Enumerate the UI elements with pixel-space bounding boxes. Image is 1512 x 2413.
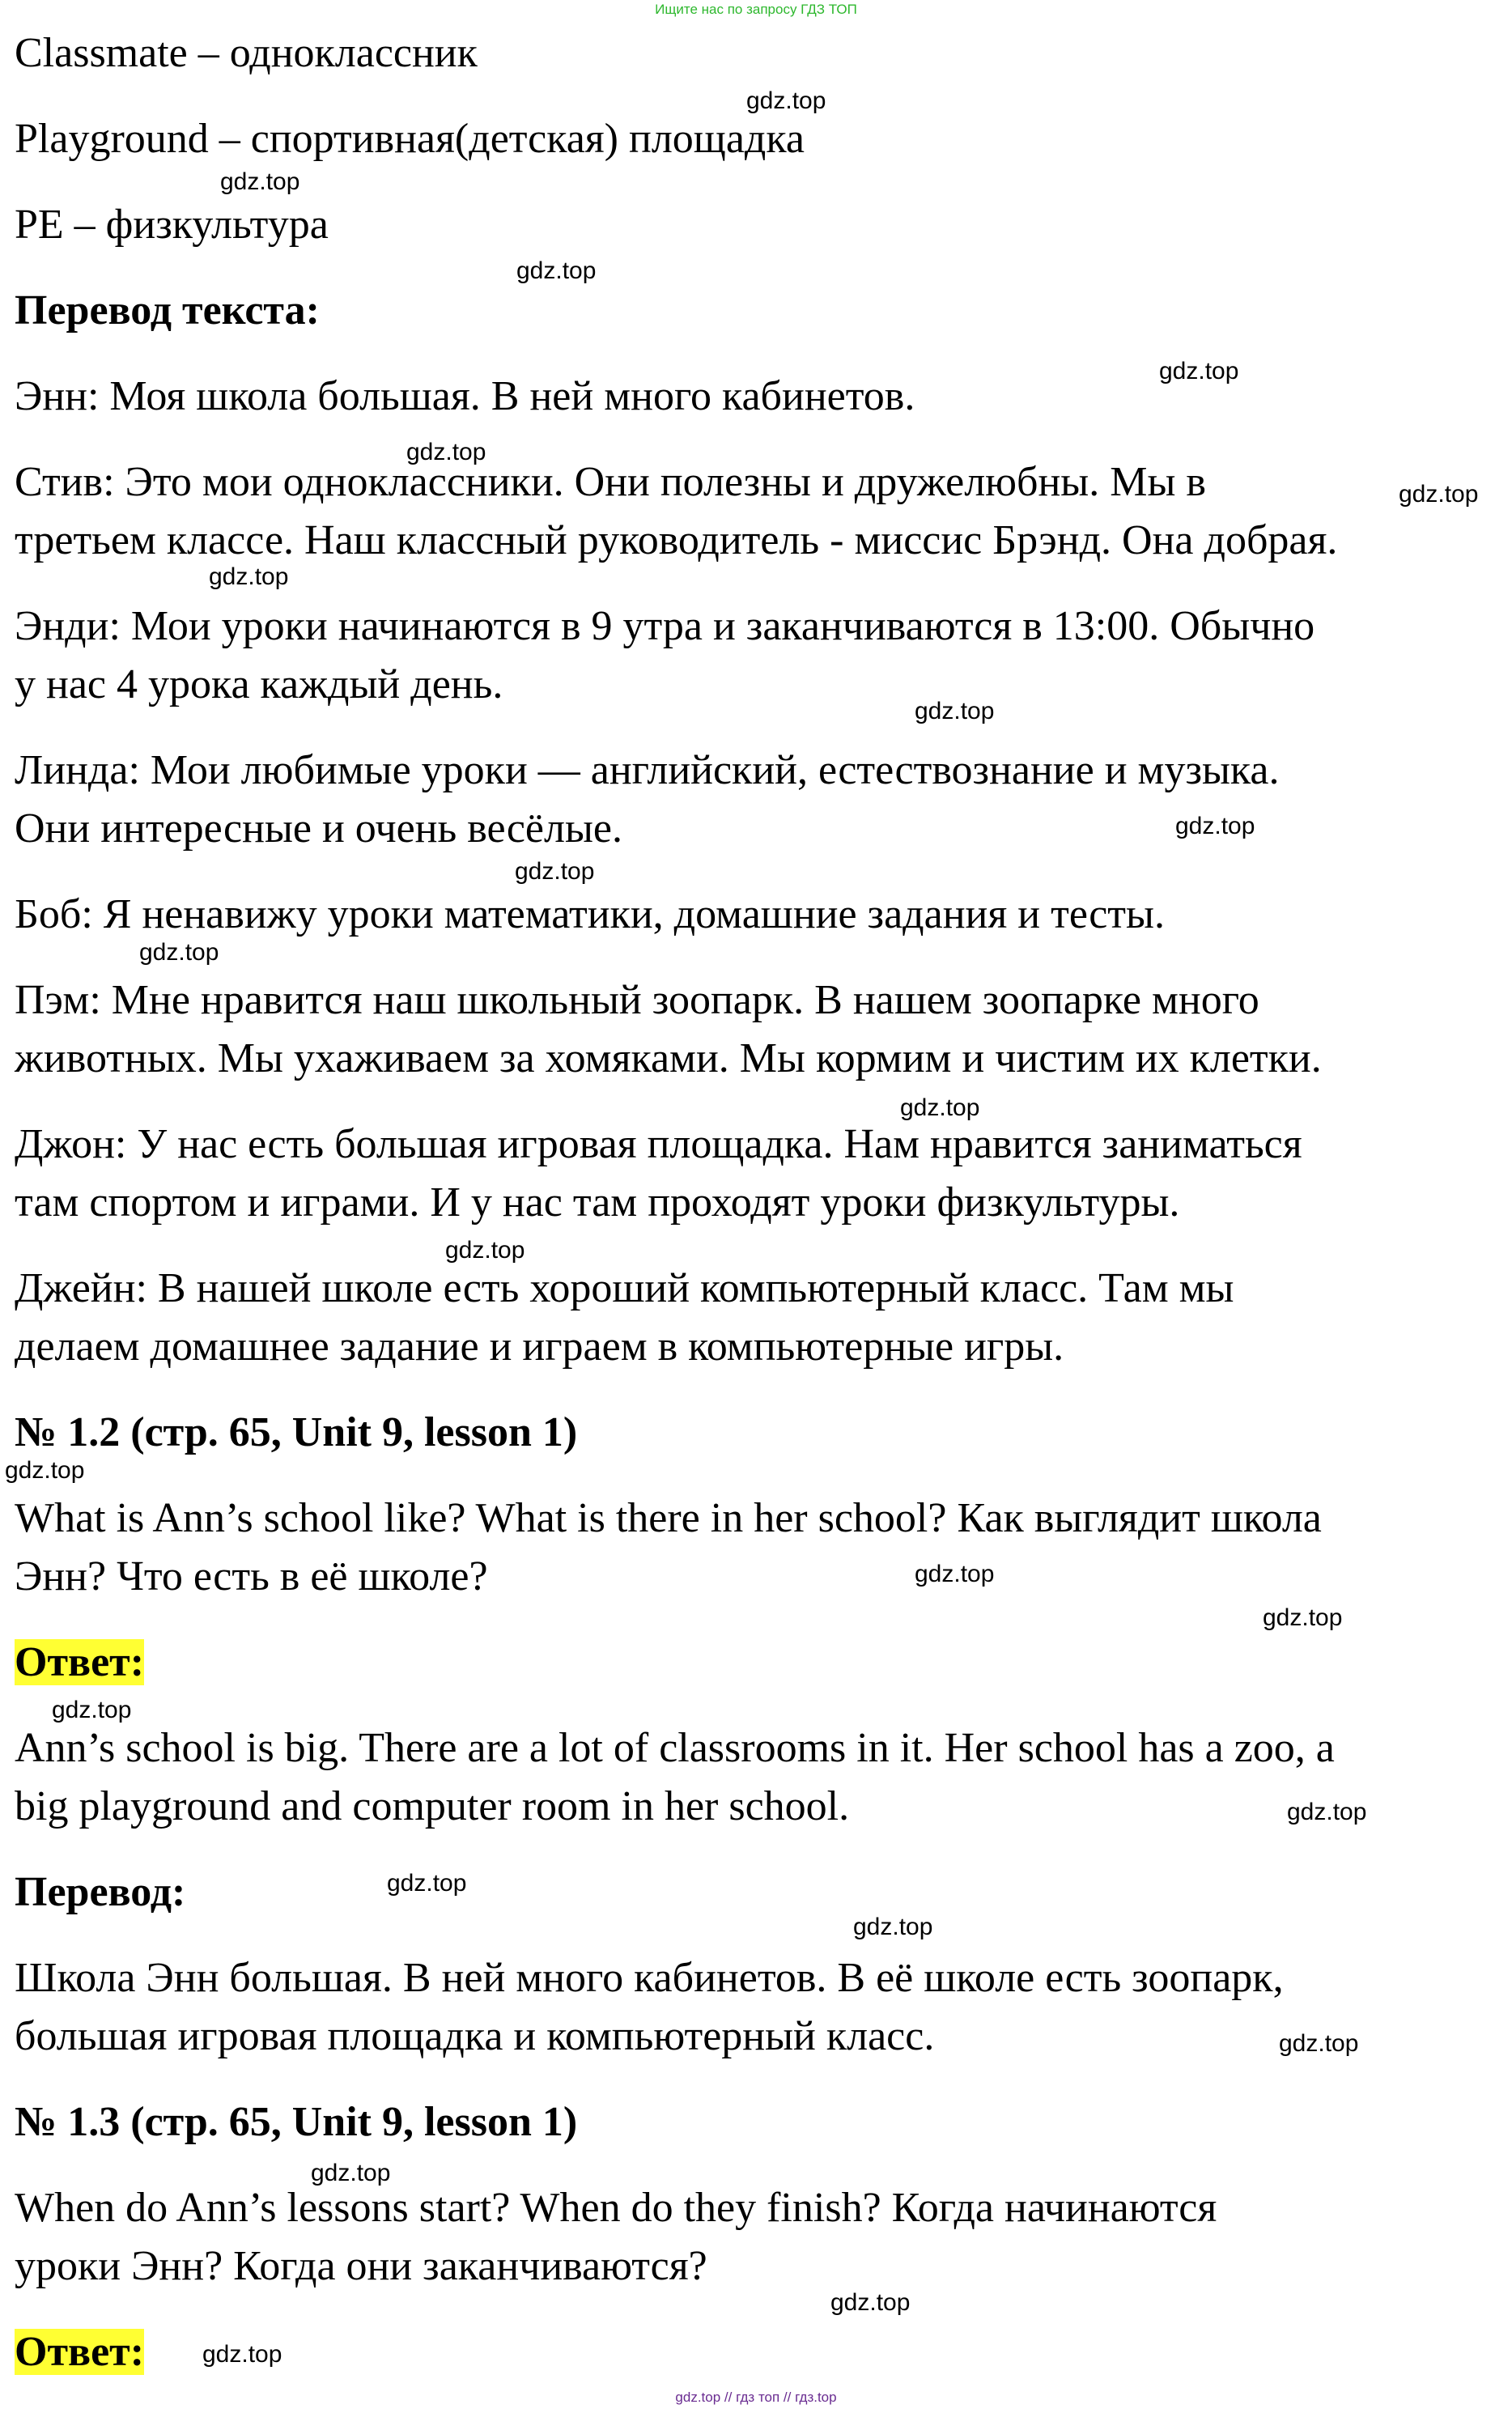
watermark: gdz.top (900, 1094, 980, 1121)
paragraph-line: Боб: Я ненавижу уроки математики, домашние задания и тесты. (15, 891, 1165, 937)
translation-line: Школа Энн большая. В ней много кабинетов. В её школе есть зоопарк, (15, 1955, 1284, 2001)
paragraph-line: третьем классе. Наш классный руководитель - миссис Брэнд. Она добрая. (15, 517, 1338, 563)
paragraph-line: Они интересные и очень весёлые. (15, 805, 622, 852)
paragraph-line: Джейн: В нашей школе есть хороший компьютерный класс. Там мы (15, 1265, 1234, 1311)
paragraph-john (15, 1115, 1500, 1232)
task-1-2-answer-row (15, 1633, 1500, 1692)
paragraph-line: Джон: У нас есть большая игровая площадка. Нам нравится заниматься (15, 1121, 1302, 1167)
task-1-2-translation-label: Перевод: (15, 1869, 186, 1915)
paragraph-bob (15, 886, 1500, 944)
vocab-item-pe: PE – физкультура (15, 202, 329, 248)
task-1-2-answer-text (15, 1719, 1500, 1836)
watermark: gdz.top (1263, 1604, 1343, 1631)
answer-label: Ответ: (15, 2329, 145, 2375)
task-1-2-question (15, 1489, 1500, 1606)
paragraph-line: у нас 4 урока каждый день. (15, 661, 503, 707)
answer-line: Ann’s school is big. There are a lot of classrooms in it. Her school has a zoo, a (15, 1725, 1335, 1771)
watermark: gdz.top (830, 2289, 911, 2316)
watermark: gdz.top (220, 168, 300, 195)
watermark: gdz.top (202, 2341, 282, 2368)
bottom-banner: gdz.top // гдз топ // гдз.top (675, 2390, 837, 2405)
paragraph-jane (15, 1260, 1500, 1376)
paragraph-andy (15, 597, 1500, 714)
task-1-3-heading: № 1.3 (стр. 65, Unit 9, lesson 1) (15, 2099, 578, 2145)
watermark: gdz.top (853, 1914, 933, 1940)
question-line: уроки Энн? Когда они заканчиваются? (15, 2243, 707, 2289)
paragraph-line: Линда: Мои любимые уроки — английский, естествознание и музыка. (15, 747, 1280, 793)
question-line: When do Ann’s lessons start? When do they finish? Когда начинаются (15, 2185, 1217, 2231)
content (15, 24, 1500, 2381)
watermark: gdz.top (915, 698, 995, 724)
paragraph-line: делаем домашнее задание и играем в компьютерные игры. (15, 1323, 1064, 1370)
answer-line: big playground and computer room in her school. (15, 1783, 850, 1829)
watermark: gdz.top (515, 858, 595, 885)
task-1-2-translation-text (15, 1949, 1500, 2066)
paragraph-linda (15, 741, 1500, 858)
vocab-item-playground: Playground – спортивная(детская) площадка (15, 116, 805, 162)
paragraph-line: животных. Мы ухаживаем за хомяками. Мы кормим и чистим их клетки. (15, 1035, 1322, 1081)
question-line: Энн? Что есть в её школе? (15, 1553, 488, 1599)
watermark: gdz.top (1399, 481, 1479, 508)
paragraph-line: Энн: Моя школа большая. В ней много кабинетов. (15, 373, 915, 419)
paragraph-line: Стив: Это мои одноклассники. Они полезны и дружелюбны. Мы в (15, 459, 1206, 505)
watermark: gdz.top (5, 1457, 85, 1484)
watermark: gdz.top (311, 2160, 391, 2186)
paragraph-line: там спортом и играми. И у нас там проходят уроки физкультуры. (15, 1179, 1180, 1226)
paragraph-ann (15, 367, 1500, 426)
watermark: gdz.top (406, 439, 486, 465)
watermark: gdz.top (915, 1561, 995, 1587)
question-line: What is Ann’s school like? What is there in her school? Как выглядит школа (15, 1495, 1322, 1541)
watermark: gdz.top (387, 1870, 467, 1897)
watermark: gdz.top (516, 257, 597, 284)
answer-label: Ответ: (15, 1639, 145, 1685)
watermark: gdz.top (209, 563, 289, 590)
watermark: gdz.top (445, 1237, 525, 1264)
translation-line: большая игровая площадка и компьютерный класс. (15, 2013, 935, 2059)
paragraph-line: Энди: Мои уроки начинаются в 9 утра и заканчиваются в 13:00. Обычно (15, 603, 1315, 649)
paragraph-pam (15, 971, 1500, 1088)
watermark: gdz.top (746, 87, 826, 114)
paragraph-line: Пэм: Мне нравится наш школьный зоопарк. В нашем зоопарке много (15, 977, 1259, 1023)
translation-heading: Перевод текста: (15, 287, 320, 333)
watermark: gdz.top (139, 939, 219, 966)
watermark: gdz.top (1175, 813, 1255, 839)
paragraph-steve (15, 453, 1500, 570)
watermark: gdz.top (1287, 1799, 1367, 1825)
task-1-3-question (15, 2179, 1500, 2296)
watermark: gdz.top (1279, 2030, 1359, 2057)
top-banner: Ищите нас по запросу ГДЗ ТОП (655, 2, 857, 17)
vocab-item-classmate: Classmate – одноклассник (15, 30, 478, 76)
watermark: gdz.top (1159, 358, 1239, 384)
watermark: gdz.top (52, 1697, 132, 1723)
task-1-2-heading: № 1.2 (стр. 65, Unit 9, lesson 1) (15, 1409, 578, 1455)
